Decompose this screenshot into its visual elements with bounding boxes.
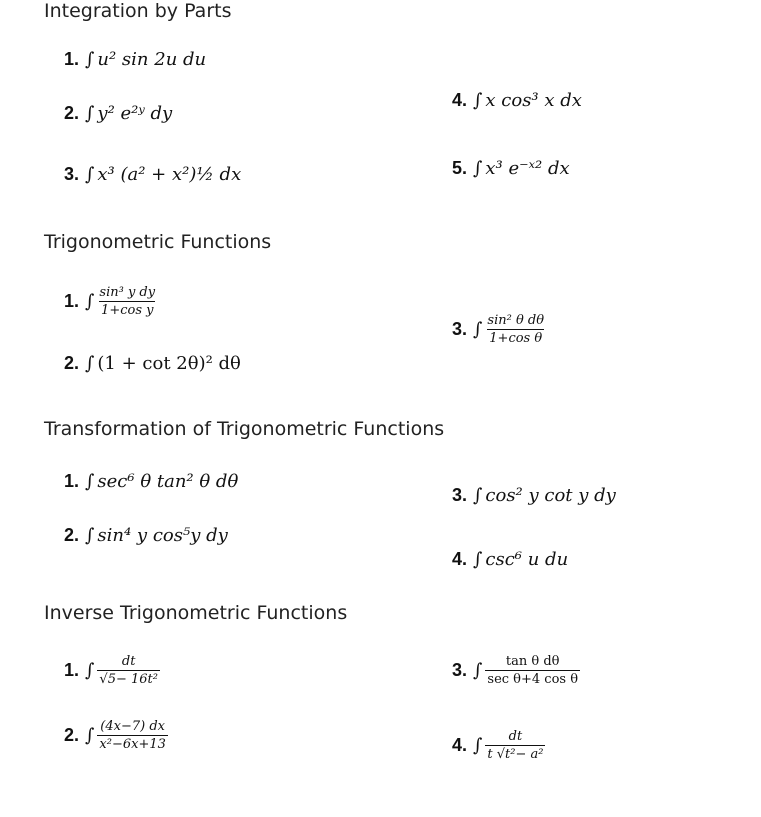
problem-transform-4 xyxy=(452,549,568,570)
denominator: 1+cos θ xyxy=(489,331,543,346)
problem-number: 2. xyxy=(64,103,80,123)
problem-expression: (1 + cot 2θ)² dθ xyxy=(97,353,241,374)
section-heading-trig: Trigonometric Functions xyxy=(44,231,272,253)
numerator: sin² θ dθ xyxy=(487,313,545,328)
problem-number: 1. xyxy=(64,471,80,491)
problem-transform-2 xyxy=(64,525,228,546)
fraction xyxy=(97,654,160,687)
integral-sign: ∫ xyxy=(85,725,95,746)
fraction xyxy=(485,729,545,762)
problem-expression: csc⁶ u du xyxy=(485,549,569,570)
denominator: √5− 16t² xyxy=(99,672,158,687)
problem-number: 4. xyxy=(452,90,468,110)
problem-inverse-4 xyxy=(452,729,545,762)
fraction xyxy=(97,285,157,318)
problem-inverse-3 xyxy=(452,654,580,687)
numerator: (4x−7) dx xyxy=(100,719,165,734)
section-heading-parts: Integration by Parts xyxy=(44,0,232,22)
numerator: sin³ y dy xyxy=(99,285,156,300)
integral-sign: ∫ xyxy=(85,164,95,185)
problem-number: 1. xyxy=(64,49,80,69)
numerator: dt xyxy=(121,654,136,669)
integral-sign: ∫ xyxy=(85,353,95,374)
integral-sign: ∫ xyxy=(473,660,483,681)
problem-expression: sin⁴ y cos⁵y dy xyxy=(97,525,228,546)
problem-number: 5. xyxy=(452,158,468,178)
problem-expression: x cos³ x dx xyxy=(485,90,582,111)
problem-expression: cos² y cot y dy xyxy=(485,485,616,506)
problem-number: 4. xyxy=(452,549,468,569)
problem-trig-1 xyxy=(64,285,157,318)
problem-parts-4 xyxy=(452,90,582,111)
integral-sign: ∫ xyxy=(473,319,483,340)
problem-parts-1 xyxy=(64,49,206,70)
problem-parts-3 xyxy=(64,164,241,185)
problem-number: 3. xyxy=(452,660,468,680)
denominator: t √t²− a² xyxy=(487,747,544,762)
problem-number: 4. xyxy=(452,735,468,755)
integral-sign: ∫ xyxy=(85,49,95,70)
problem-expression: y² e²ʸ dy xyxy=(97,103,173,124)
integral-sign: ∫ xyxy=(85,525,95,546)
denominator: x²−6x+13 xyxy=(99,737,166,752)
problem-parts-5 xyxy=(452,158,570,179)
integral-sign: ∫ xyxy=(85,291,95,312)
problem-inverse-2 xyxy=(64,719,168,752)
integral-sign: ∫ xyxy=(85,471,95,492)
integral-sign: ∫ xyxy=(85,660,95,681)
integral-sign: ∫ xyxy=(473,90,483,111)
section-heading-inverse: Inverse Trigonometric Functions xyxy=(44,602,348,624)
denominator: sec θ+4 cos θ xyxy=(487,672,579,687)
problem-trig-2 xyxy=(64,353,241,374)
problem-expression: x³ (a² + x²)½ dx xyxy=(97,164,242,185)
denominator: 1+cos y xyxy=(101,303,154,318)
problem-expression: x³ e⁻ˣ² dx xyxy=(485,158,570,179)
integral-sign: ∫ xyxy=(473,549,483,570)
integral-sign: ∫ xyxy=(473,735,483,756)
problem-number: 2. xyxy=(64,725,80,745)
problem-transform-3 xyxy=(452,485,616,506)
fraction xyxy=(485,313,546,346)
problem-number: 3. xyxy=(452,485,468,505)
problem-trig-3 xyxy=(452,313,546,346)
problem-expression: sec⁶ θ tan² θ dθ xyxy=(97,471,239,492)
problem-number: 3. xyxy=(452,319,468,339)
numerator: dt xyxy=(508,729,523,744)
problem-parts-2 xyxy=(64,103,172,124)
fraction xyxy=(97,719,167,752)
problem-number: 2. xyxy=(64,525,80,545)
section-heading-transform: Transformation of Trigonometric Functions xyxy=(44,418,445,440)
problem-expression: u² sin 2u du xyxy=(97,49,207,70)
problem-number: 3. xyxy=(64,164,80,184)
fraction xyxy=(485,654,580,687)
problem-number: 2. xyxy=(64,353,80,373)
problem-number: 1. xyxy=(64,660,80,680)
problem-inverse-1 xyxy=(64,654,160,687)
integral-sign: ∫ xyxy=(85,103,95,124)
numerator: tan θ dθ xyxy=(505,654,560,669)
integral-sign: ∫ xyxy=(473,158,483,179)
problem-number: 1. xyxy=(64,291,80,311)
integral-sign: ∫ xyxy=(473,485,483,506)
problem-transform-1 xyxy=(64,471,238,492)
